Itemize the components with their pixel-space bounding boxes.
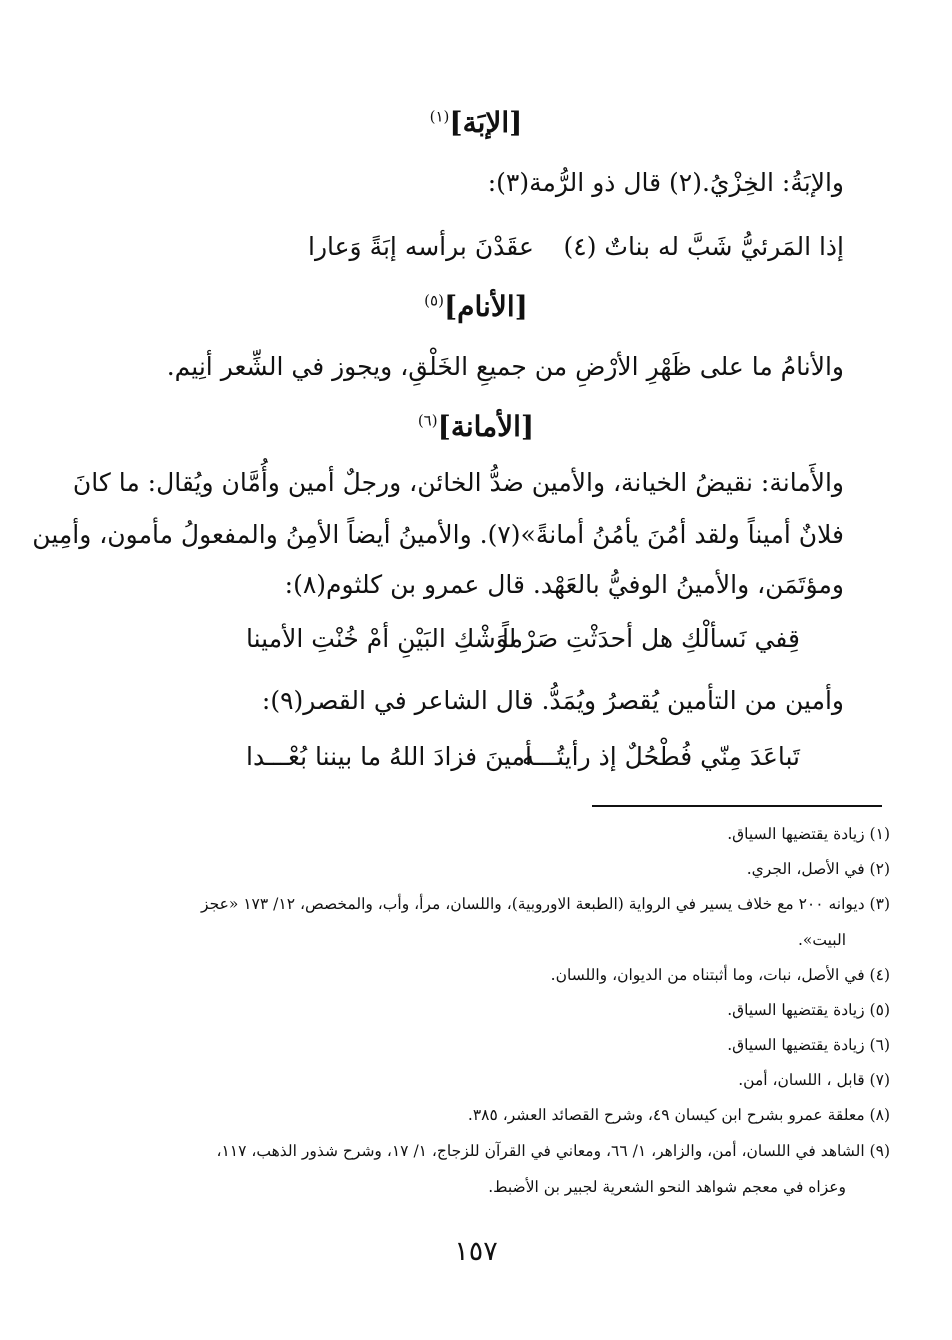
entry-text-line: والأَمانة: نقيضُ الخيانة، والأمين ضدُّ الخائن، ورجلٌ أمين وأُمَّان ويُقال: ما كانَ <box>72 468 844 497</box>
entry-text: والأنامُ ما على ظَهْرِ الأرْضِ من جميعِ الخَلْقِ، ويجوز في الشِّعر أنِيم. <box>166 352 844 381</box>
heading-footnote-ref: (١) <box>429 107 450 126</box>
page-number: ١٥٧ <box>454 1236 498 1267</box>
footnote: (٤) في الأصل، نبات، وما أثبتناه من الديوان، واللسان. <box>550 966 890 984</box>
entry-heading-amanah <box>0 410 952 443</box>
entry-text-line: وأمين من التأمين يُقصرُ ويُمَدُّ. قال الشاعر في القصر(٩): <box>261 686 844 715</box>
footnote: (٥) زيادة يقتضيها السياق. <box>727 1001 890 1019</box>
footnote: (٢) في الأصل، الجري. <box>746 860 890 878</box>
footnote-continuation: البيت». <box>797 931 846 949</box>
verse-first-hemistich: قِفي نَسألْكِ هل أحدَثْتِ صَرْماً <box>502 624 800 653</box>
footnote-separator <box>592 805 882 807</box>
footnote: (٦) زيادة يقتضيها السياق. <box>727 1036 890 1054</box>
footnote: (٩) الشاهد في اللسان، أمن، والزاهر، ١/ ٦٦، ومعاني في القرآن للزجاج، ١/ ١٧، وشرح شذور الذهب، ١١٧، <box>216 1142 890 1160</box>
heading-footnote-ref: (٥) <box>424 291 444 310</box>
heading-footnote-ref: (٦) <box>417 411 438 430</box>
verse-second-hemistich: أمينَ فزادَ اللهُ ما بيننا بُعْـــدا <box>246 742 532 771</box>
entry-heading-ibah <box>0 106 952 139</box>
entry-text-line: ومؤتَمَن، والأمينُ الوفيُّ بالعَهْد. قال عمرو بن كلثوم(٨): <box>284 570 844 599</box>
verse-first-hemistich: تَباعَدَ مِنّي فُطْحُلٌ إذ رأيتُـــه <box>521 742 800 771</box>
entry-heading-text: [الأنام] <box>443 290 528 323</box>
entry-heading-text: [الأمانة] <box>437 410 535 443</box>
footnote: (٨) معلقة عمرو بشرح ابن كيسان ٤٩، وشرح القصائد العشر، ٣٨٥. <box>467 1106 890 1124</box>
verse-first-hemistich: إذا المَرئيُّ شَبَّ له بناتٌ (٤) <box>563 232 844 261</box>
entry-text: والإبَةُ: الخِزْيُ.(٢) قال ذو الرُّمة(٣): <box>487 168 844 197</box>
footnote: (١) زيادة يقتضيها السياق. <box>727 825 890 843</box>
verse-second-hemistich: لوَشْكِ البَيْنِ أمْ خُنْتِ الأمينا <box>246 624 517 653</box>
entry-heading-anam <box>0 290 952 323</box>
entry-text-line: فلانٌ أميناً ولقد أمُنَ يأمُنُ أمانةً»(٧). والأمينُ أيضاً الأمِنُ والمفعولُ مأمون، وأمِين <box>32 520 844 549</box>
entry-heading-text: [الإبَة] <box>449 106 523 139</box>
verse-second-hemistich: عقَدْنَ برأسه إبَةً وَعارا <box>308 232 534 261</box>
footnote: (٧) قابل ، اللسان، أمن. <box>738 1071 890 1089</box>
footnote-continuation: وعزاه في معجم شواهد النحو الشعرية لجبير بن الأضبط. <box>488 1178 846 1196</box>
footnote: (٣) ديوانه ٢٠٠ مع خلاف يسير في الرواية (الطبعة الاوروبية)، واللسان، مرأ، وأب، والمخصص، ١٢/ ١٧٣ «عجز <box>201 895 890 913</box>
